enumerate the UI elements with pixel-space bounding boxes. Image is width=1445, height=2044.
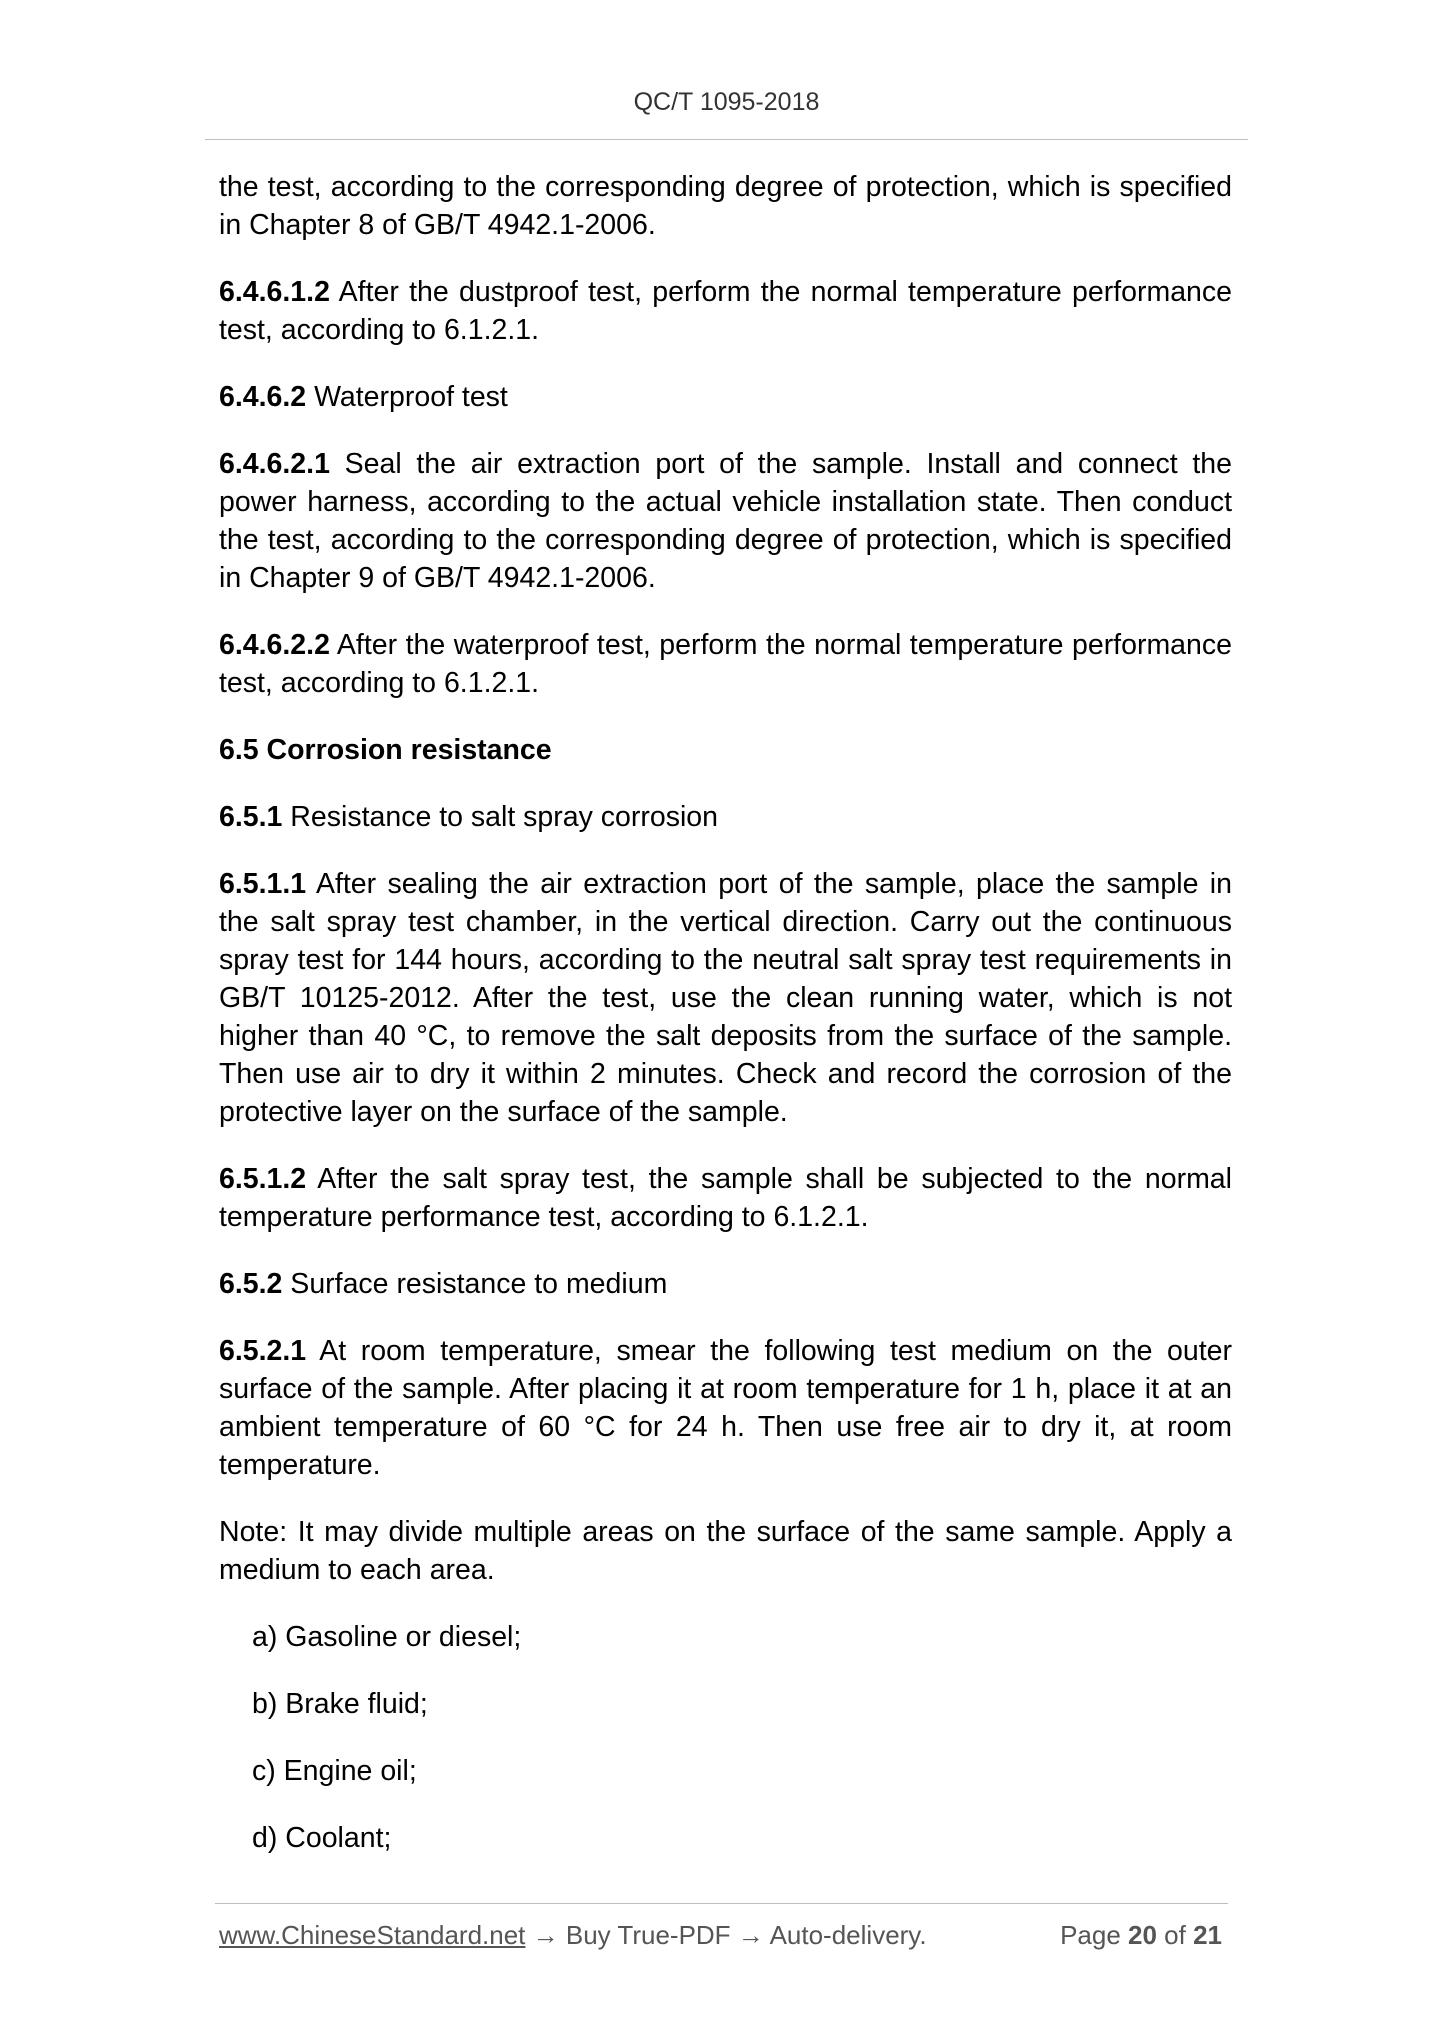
clause-6-5-2 — [219, 1265, 1232, 1303]
header-divider — [205, 139, 1248, 140]
clause-number: 6.5.2 — [219, 1268, 283, 1300]
clause-text: At room temperature, smear the following test medium on the outer surface of the sample. After placing it at room temperature for 1 h, place it at an ambient temperature of 60 °C for 24 h. Then use free air to dry it, at room temperature. — [219, 1335, 1232, 1481]
clause-number: 6.4.6.1.2 — [219, 276, 330, 308]
footer-promo — [219, 1920, 927, 1951]
clause-text: After the salt spray test, the sample shall be subjected to the normal temperature performance test, according to 6.1.2.1. — [219, 1163, 1232, 1233]
list-item: d) Coolant; — [252, 1822, 392, 1854]
clause-number: 6.5.1.2 — [219, 1163, 307, 1195]
clause-6-5-1-2 — [219, 1160, 1232, 1236]
clause-text: After sealing the air extraction port of the sample, place the sample in the salt spray test chamber, in the vertical direction. Carry out the continuous spray test for 144 hours, according to the neutral salt spray test requirements in GB/T 10125-2012. After the test, use the clean running water, which is not higher than 40 °C, to remove the salt deposits from the surface of the sample. Then use air to dry it within 2 minutes. Check and record the corrosion of the protective layer on the surface of the sample. — [219, 868, 1232, 1128]
page-label: Page — [1060, 1920, 1129, 1950]
page-indicator — [1060, 1920, 1222, 1951]
clause-number: 6.5.1 — [219, 801, 283, 833]
footer-divider — [215, 1903, 1228, 1904]
document-body — [219, 168, 1232, 1886]
clause-6-4-6-2 — [219, 378, 1232, 416]
list-item: b) Brake fluid; — [252, 1688, 428, 1720]
clause-text: Resistance to salt spray corrosion — [282, 801, 718, 833]
clause-text: Surface resistance to medium — [282, 1268, 668, 1300]
clause-text: After the dustproof test, perform the normal temperature performance test, according to 6.1.2.1. — [219, 276, 1232, 346]
clause-number: 6.4.6.2 — [219, 381, 307, 413]
list-item: c) Engine oil; — [252, 1755, 417, 1787]
section-heading-6-5: 6.5 Corrosion resistance — [219, 734, 552, 766]
clause-number: 6.4.6.2.2 — [219, 629, 330, 661]
clause-6-5-1 — [219, 798, 1232, 836]
list-item: a) Gasoline or diesel; — [252, 1621, 522, 1653]
website-link[interactable]: www.ChineseStandard.net — [219, 1920, 526, 1950]
clause-6-4-6-2-1 — [219, 445, 1232, 597]
clause-6-5-2-1 — [219, 1332, 1232, 1484]
page-footer — [219, 1920, 1222, 1951]
page-total: 21 — [1193, 1920, 1222, 1950]
page-number: 20 — [1128, 1920, 1157, 1950]
clause-text: Waterproof test — [306, 381, 508, 413]
note: Note: It may divide multiple areas on the surface of the same sample. Apply a medium to each area. — [219, 1516, 1232, 1586]
clause-number: 6.5.2.1 — [219, 1335, 307, 1367]
clause-6-4-6-2-2 — [219, 626, 1232, 702]
clause-6-4-6-1-2 — [219, 273, 1232, 349]
clause-text: After the waterproof test, perform the normal temperature performance test, according to 6.1.2.1. — [219, 629, 1232, 699]
clause-number: 6.4.6.2.1 — [219, 448, 330, 480]
clause-6-5-1-1 — [219, 865, 1232, 1131]
footer-promo-text: → Buy True-PDF → Auto-delivery. — [525, 1920, 927, 1950]
clause-number: 6.5.1.1 — [219, 868, 307, 900]
page-header: QC/T 1095-2018 — [633, 88, 820, 116]
paragraph-continuation: the test, according to the corresponding degree of protection, which is specified in Chapter 8 of GB/T 4942.1-2006. — [219, 171, 1232, 241]
clause-text: Seal the air extraction port of the sample. Install and connect the power harness, according to the actual vehicle installation state. Then conduct the test, according to the corresponding degree of protection, which is specified in Chapter 9 of GB/T 4942.1-2006. — [219, 448, 1232, 594]
of-label: of — [1156, 1920, 1194, 1950]
